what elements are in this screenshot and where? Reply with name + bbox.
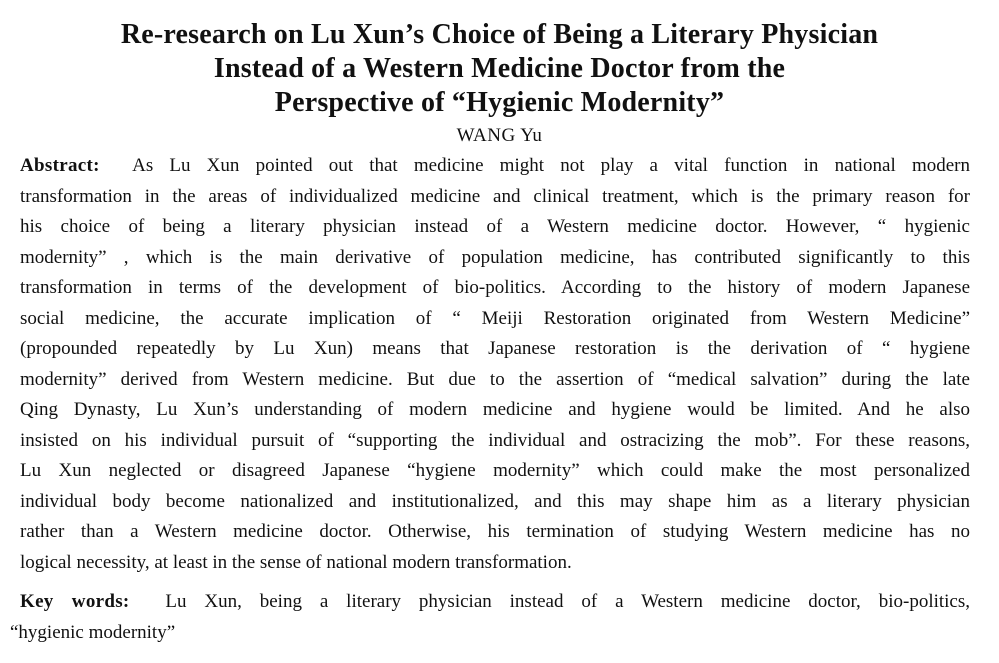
title-line: Perspective of “Hygienic Modernity” — [274, 87, 725, 118]
abstract-line: insisted on his individual pursuit of “supporting the individual and ostracizing the mob”. For these reasons, — [20, 429, 970, 451]
abstract-line: modernity” , which is the main derivative of population medicine, has contributed significantly to this — [20, 246, 970, 268]
abstract-line: his choice of being a literary physician instead of a Western medicine doctor. However, “ hygienic — [20, 216, 970, 237]
abstract-line: Qing Dynasty, Lu Xun’s understanding of modern medicine and hygiene would be limited. And he also — [20, 399, 970, 420]
abstract-line: individual body become nationalized and institutionalized, and this may shape him as a literary physician — [20, 490, 970, 512]
abstract-text: As Lu Xun pointed out that medicine might not play a vital function in national modern — [132, 155, 970, 176]
keywords-section — [10, 587, 970, 648]
keywords-text: Lu Xun, being a literary physician instead of a Western medicine doctor, bio-politics, — [165, 591, 970, 612]
abstract-line: logical necessity, at least in the sense of national modern transformation. — [20, 551, 572, 573]
abstract-line: transformation in terms of the development of bio-politics. According to the history of modern Japanese — [20, 277, 970, 298]
paper-title — [40, 18, 959, 120]
keywords-label: Key words: — [20, 591, 130, 612]
title-line: Re-research on Lu Xun’s Choice of Being a Literary Physician — [120, 19, 879, 50]
keywords-line: “hygienic modernity” — [10, 621, 176, 643]
author-name: WANG Yu — [456, 125, 543, 146]
abstract-line: social medicine, the accurate implication of “ Meiji Restoration originated from Western Medicine” — [20, 307, 970, 329]
abstract-line: rather than a Western medicine doctor. Otherwise, his termination of studying Western medicine has no — [20, 521, 970, 542]
abstract-line: transformation in the areas of individualized medicine and clinical treatment, which is the primary reason for — [20, 185, 970, 207]
keywords-line — [20, 587, 970, 618]
abstract-line: (propounded repeatedly by Lu Xun) means that Japanese restoration is the derivation of “ hygiene — [20, 338, 970, 359]
abstract-section — [20, 151, 970, 578]
abstract-line — [20, 151, 970, 182]
abstract-line: modernity” derived from Western medicine. But due to the assertion of “medical salvation” during the late — [20, 368, 970, 390]
abstract-label: Abstract: — [20, 155, 100, 176]
title-line: Instead of a Western Medicine Doctor from the — [213, 53, 786, 84]
abstract-line: Lu Xun neglected or disagreed Japanese “hygiene modernity” which could make the most personalized — [20, 460, 970, 481]
